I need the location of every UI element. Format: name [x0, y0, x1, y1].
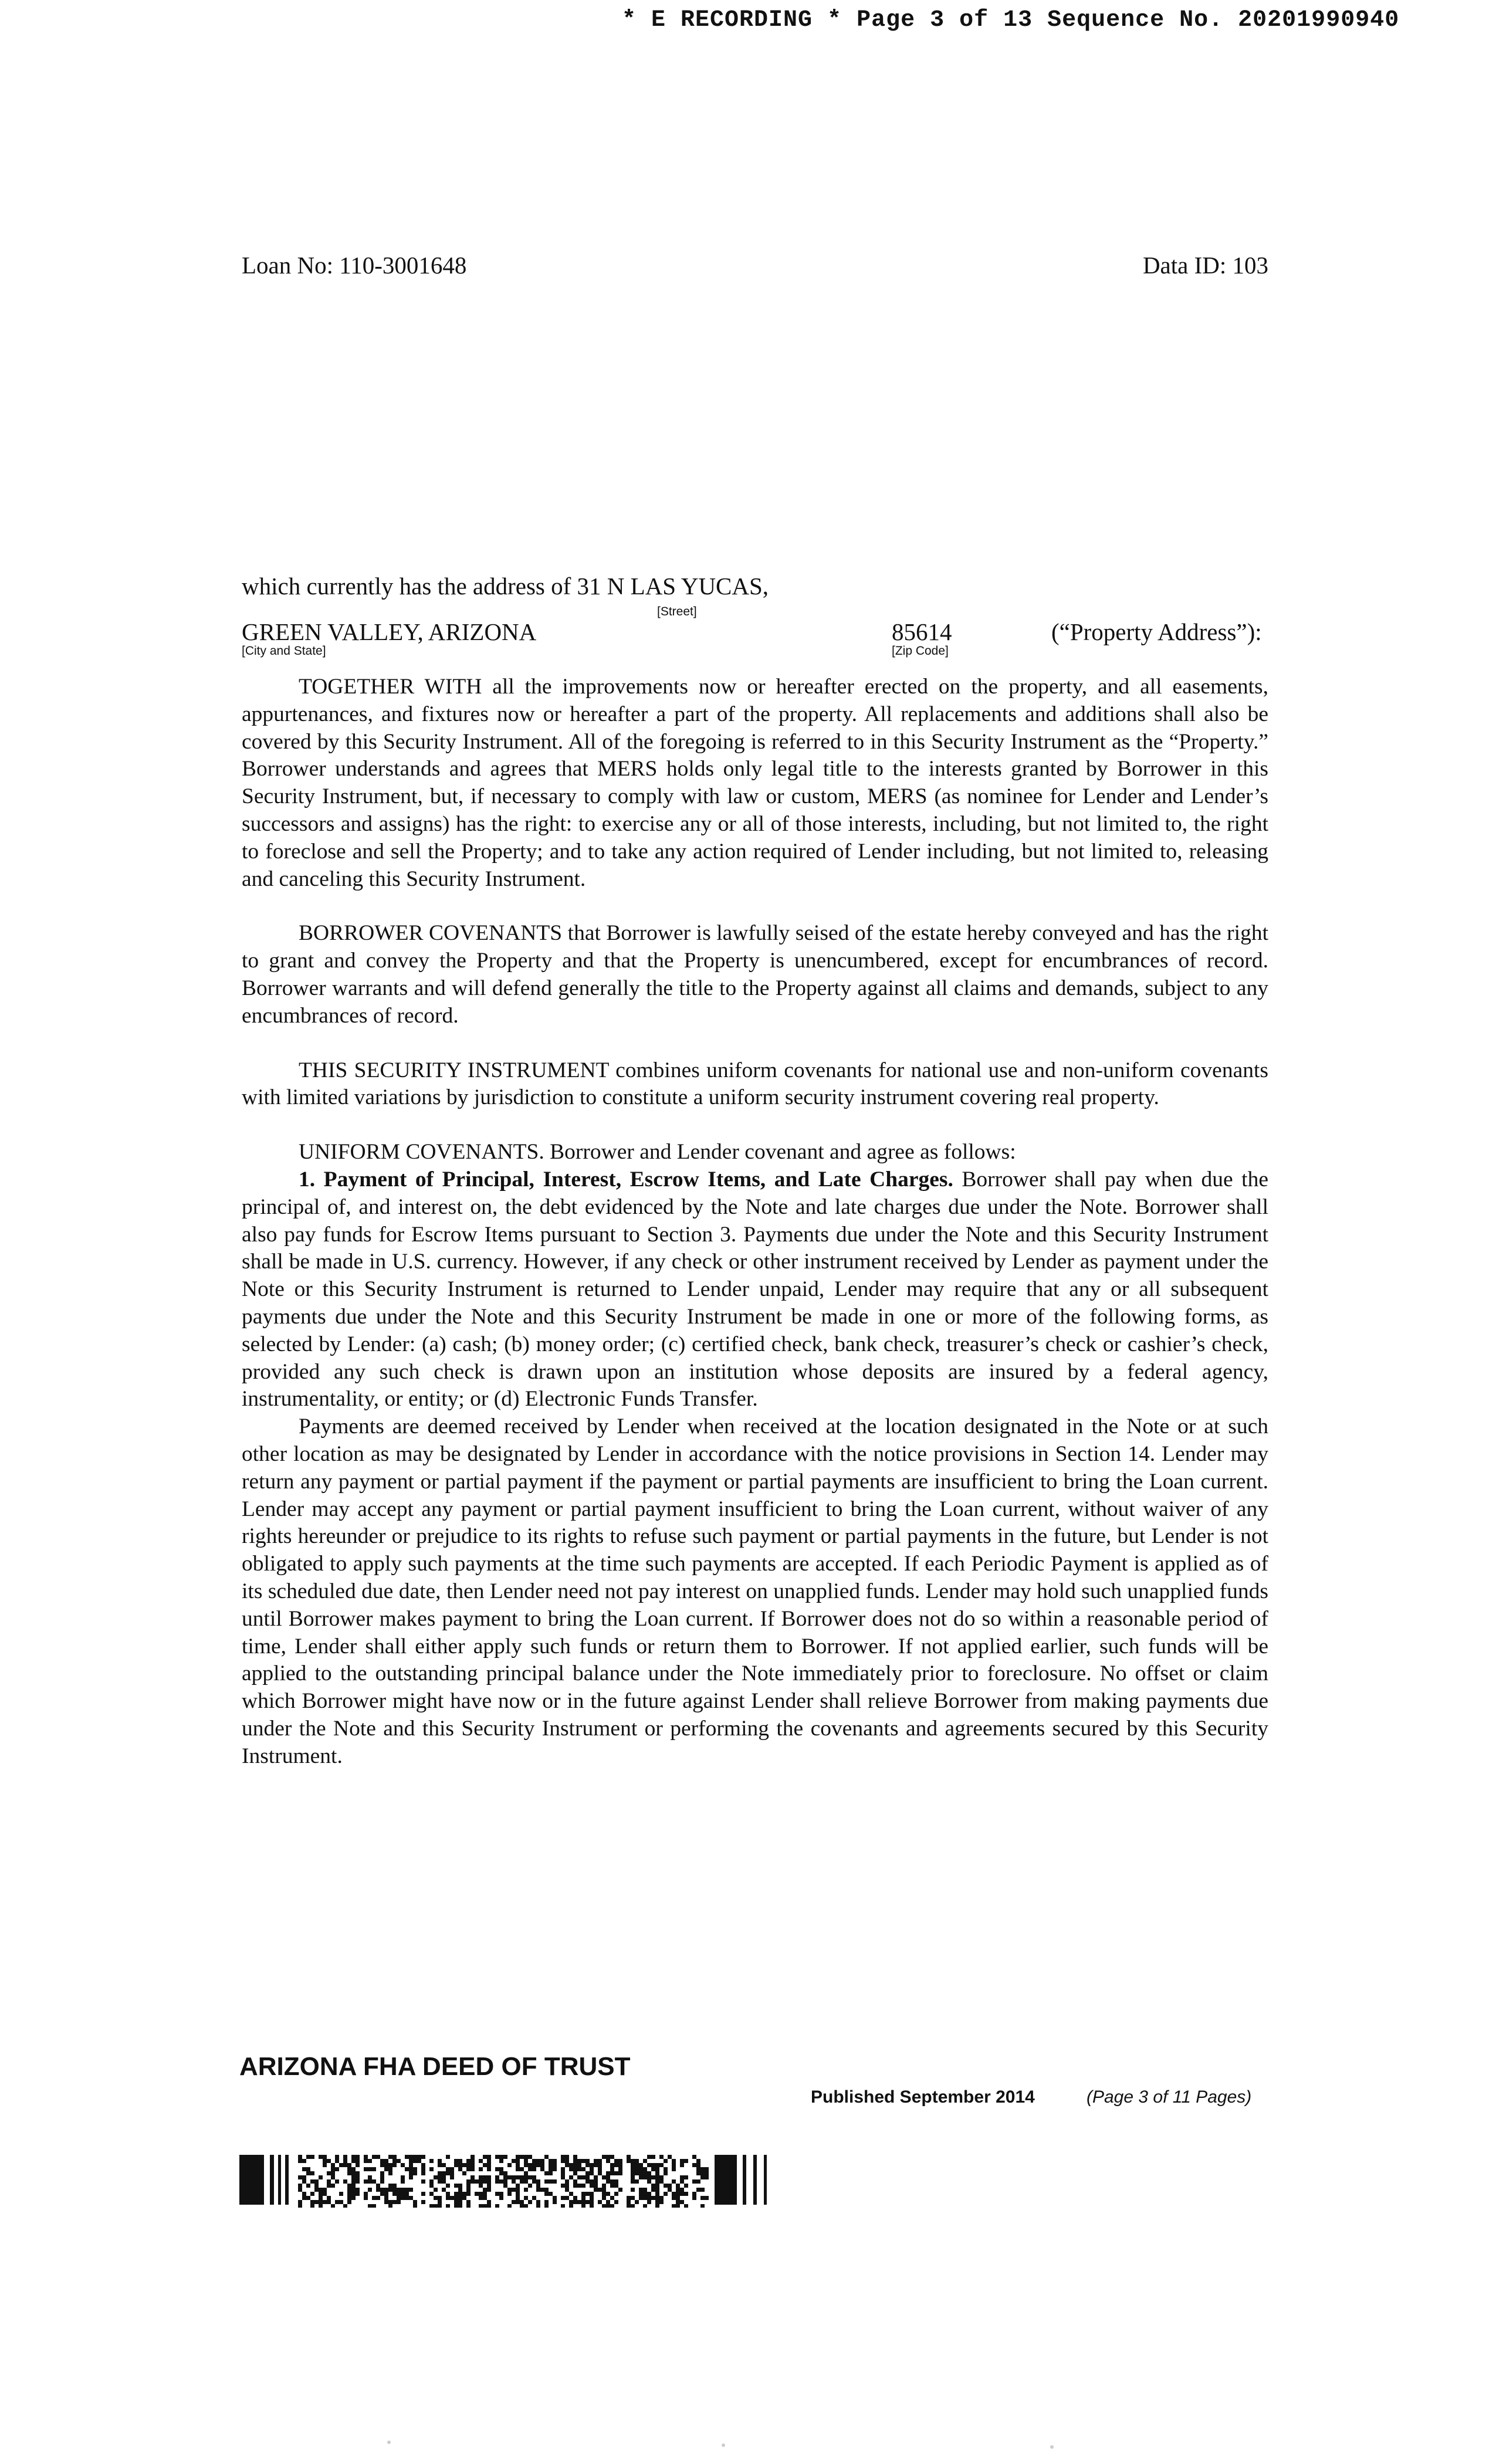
recording-header: * E RECORDING * Page 3 of 13 Sequence No. 20201990940 [622, 7, 1400, 33]
zip-code-label: [Zip Code] [892, 644, 949, 658]
barcode [239, 2152, 797, 2208]
item-1-paragraph [242, 1166, 1268, 1413]
footer-title: ARIZONA FHA DEED OF TRUST [239, 2052, 631, 2081]
footer-page-count: (Page 3 of 11 Pages) [1087, 2087, 1252, 2107]
scan-speck [722, 2443, 725, 2447]
zip-code: 85614 [892, 618, 952, 645]
security-instrument-paragraph: THIS SECURITY INSTRUMENT combines uniform covenants for national use and non-uniform covenants with limited variations by jurisdiction to constitute a uniform security instrument covering real property. [242, 1058, 1268, 1110]
loan-number: Loan No: 110-3001648 [242, 252, 467, 279]
together-with-paragraph: TOGETHER WITH all the improvements now or hereafter erected on the property, and all easements, appurtenances, and fixtures now or hereafter a part of the property. All replacements and additions shall also be covered by this Security Instrument. All of the foregoing is referred to in this Security Instrument as the “Property.” Borrower understands and agrees that MERS holds only legal title to the interests granted by Borrower in this Security Instrument, but, if necessary to comply with law or custom, MERS (as nominee for Lender and Lender’s successors and assigns) has the right: to exercise any or all of those interests, including, but not limited to, the right to foreclose and sell the Property; and to take any action required of Lender including, but not limited to, releasing and canceling this Security Instrument. [242, 675, 1268, 891]
item-1-text: Borrower shall pay when due the principal of, and interest on, the debt evidenced by the Note and late charges due under the Note. Borrower shall also pay funds for Escrow Items pursuant to Section 3. Payments due under the Note and this Security Instrument shall be made in U.S. currency. However, if any check or other instrument received by Lender as payment under the Note or this Security Instrument is returned to Lender unpaid, Lender may require that any or all subsequent payments due under the Note and this Security Instrument be made in one or more of the following forms, as selected by Lender: (a) cash; (b) money order; (c) certified check, bank check, treasurer’s check or cashier’s check, provided any such check is drawn upon an institution whose deposits are insured by a federal agency, instrumentality, or entity; or (d) Electronic Funds Transfer. [242, 1167, 1268, 1412]
uniform-covenants-paragraph: UNIFORM COVENANTS. Borrower and Lender covenant and agree as follows: [299, 1140, 1016, 1165]
body-text [242, 673, 1268, 1770]
scan-speck [387, 2441, 391, 2444]
data-id: Data ID: 103 [1142, 252, 1268, 279]
scan-speck [1050, 2445, 1054, 2449]
item-1-heading: 1. Payment of Principal, Interest, Escrow Items, and Late Charges. [299, 1167, 953, 1192]
footer-published-date: Published September 2014 [811, 2087, 1035, 2107]
address-intro: which currently has the address of 31 N LAS YUCAS, [242, 573, 769, 600]
street-label: [Street] [657, 605, 697, 618]
city-state: GREEN VALLEY, ARIZONA [242, 618, 537, 645]
property-address-label: (“Property Address”): [1051, 618, 1262, 645]
payments-paragraph: Payments are deemed received by Lender when received at the location designated in the Note or at such other location as may be designated by Lender in accordance with the notice provisions in Section 14. Lender may return any payment or partial payment if the payment or partial payments are insufficient to bring the Loan current. Lender may accept any payment or partial payment insufficient to bring the Loan current, without waiver of any rights hereunder or prejudice to its rights to refuse such payment or partial payments in the future, but Lender is not obligated to apply such payments at the time such payments are accepted. If each Periodic Payment is applied as of its scheduled due date, then Lender need not pay interest on unapplied funds. Lender may hold such unapplied funds until Borrower makes payment to bring the Loan current. If Borrower does not do so within a reasonable period of time, Lender shall either apply such funds or return them to Borrower. If not applied earlier, such funds will be applied to the outstanding principal balance under the Note immediately prior to foreclosure. No offset or claim which Borrower might have now or in the future against Lender shall relieve Borrower from making payments due under the Note and this Security Instrument or performing the covenants and agreements secured by this Security Instrument. [242, 1414, 1268, 1768]
city-state-label: [City and State] [242, 644, 326, 658]
borrower-covenants-paragraph: BORROWER COVENANTS that Borrower is lawfully seised of the estate hereby conveyed and has the right to grant and convey the Property and that the Property is unencumbered, except for encumbrances of record. Borrower warrants and will defend generally the title to the Property against all claims and demands, subject to any encumbrances of record. [242, 921, 1268, 1028]
